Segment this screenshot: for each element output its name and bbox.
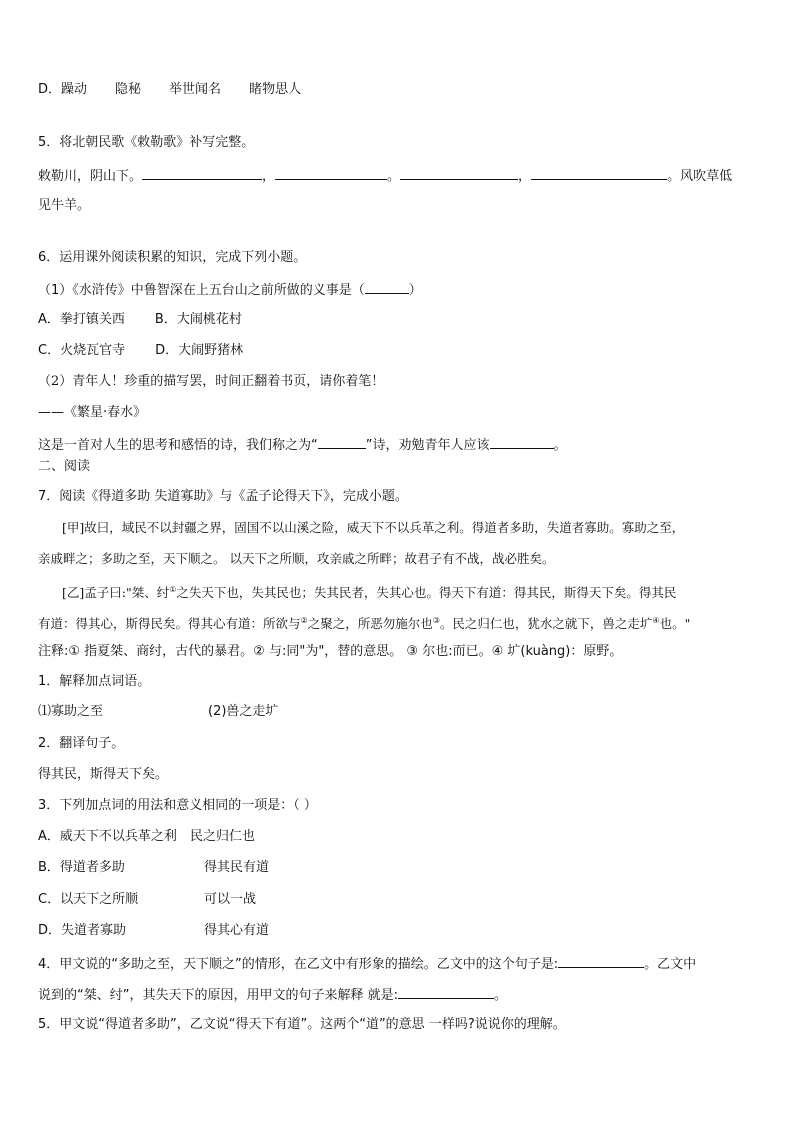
q4-text-end: 。乙文中 [644, 957, 697, 972]
answer-blank-1[interactable] [142, 166, 262, 180]
item-a: ⑴寡助之至 [38, 704, 104, 719]
option-b-right: 得其民有道 [204, 860, 270, 875]
yi-text: 之失天下也，失其民也；失其民者，失其心也。得天下有道：得其民，斯得天下矣。得其民 [176, 585, 677, 601]
answer-blank-4[interactable] [531, 166, 667, 180]
sub-question-3-option-a[interactable] [38, 828, 764, 846]
q4-text: 4．甲文说的“多助之至，天下顺之”的情形，在乙文中有形象的描绘。乙文中的这个句子是: [38, 957, 559, 972]
passage-jia-1: [甲]故曰，域民不以封疆之界，固国不以山溪之险，威天下不以兵革之利。得道者多助，失道者寡助。寡助之至， [62, 520, 685, 535]
footnote-mark: ② [300, 616, 308, 625]
option-a-left: A．威天下不以兵革之利 [38, 829, 177, 844]
q6-sub2-poem: （2）青年人！珍重的描写罢，时间正翻着书页，请你着笔！ [38, 374, 385, 389]
option-c[interactable]: C．火烧瓦官寺 [38, 343, 126, 358]
word-1: 躁动 [61, 82, 88, 97]
passage-yi-2 [38, 612, 764, 633]
option-c-right: 可以一战 [204, 892, 257, 907]
q5-text-end: 。风吹草低 [667, 169, 733, 184]
q6-options-ab [38, 311, 764, 329]
sub-question-4-line2 [38, 985, 764, 1005]
q7-title: 7．阅读《得道多助 失道寡助》与《孟子论得天下》，完成小题。 [38, 489, 408, 504]
word-3: 举世闻名 [169, 82, 222, 97]
sub-question-3-option-c[interactable] [38, 891, 764, 909]
option-d[interactable]: D．大闹野猪林 [155, 343, 244, 358]
q6-sub2-question [38, 435, 764, 455]
passage-yi-1 [62, 581, 764, 602]
option-label: D． [38, 82, 62, 97]
q6-sub1 [38, 280, 764, 300]
q5-line2: 见牛羊。 [38, 198, 91, 213]
q5-sep: 。 [387, 169, 401, 184]
footnote-mark: ④ [652, 616, 660, 625]
footnote-mark: ① [169, 585, 177, 594]
option-d-left: D．失道者寡助 [38, 923, 127, 938]
q5-line1 [38, 166, 764, 186]
option-a[interactable]: A．拳打镇关西 [38, 312, 125, 327]
sub-question-3-option-b[interactable] [38, 859, 764, 877]
yi-text: [乙]孟子曰:"桀、纣 [62, 585, 170, 601]
sub-question-1-items [38, 703, 764, 721]
q6-q-end: 。 [553, 438, 567, 453]
sub-question-1: 1．解释加点词语。 [38, 674, 151, 689]
q4-option-d [38, 81, 764, 99]
q5-title: 5．将北朝民歌《敕勒歌》补写完整。 [38, 135, 255, 150]
sub-question-3-option-d[interactable] [38, 922, 764, 940]
answer-blank-7[interactable] [490, 435, 554, 449]
answer-blank-5[interactable] [365, 280, 409, 294]
answer-blank-9[interactable] [398, 985, 494, 999]
option-b[interactable]: B．大闹桃花村 [154, 312, 242, 327]
word-2: 隐秘 [115, 82, 142, 97]
q6-sub1-end: ） [408, 283, 422, 298]
answer-blank-2[interactable] [275, 166, 387, 180]
section-heading: 二、阅读 [38, 459, 91, 474]
q5-sep: ， [262, 169, 276, 184]
passage-jia-2: 亲戚畔之；多助之至，天下顺之。 以天下之所顺，攻亲戚之所畔；故君子有不战，战必胜矣。 [38, 551, 555, 566]
q6-sub1-text: （1）《水浒传》中鲁智深在上五台山之前所做的义事是（ [38, 283, 365, 298]
q6-options-cd [38, 342, 764, 360]
answer-blank-6[interactable] [318, 435, 366, 449]
yi-text: 。民之归仁也，犹水之就下，兽之走圹 [439, 616, 653, 632]
notes: 注释:① 指夏桀、商纣，古代的暴君。② 与:同"为"，替的意思。 ③ 尔也:而已。④ 圹(kuàng)：原野。 [38, 644, 623, 659]
word-4: 睹物思人 [249, 82, 302, 97]
sub-question-3: 3．下列加点词的用法和意义相同的一项是：（ ） [38, 798, 317, 813]
sub-question-5: 5．甲文说“得道者多助”，乙文说“得天下有道”。这两个“道”的意思 一样吗?说说你的理解。 [38, 1017, 566, 1032]
answer-blank-8[interactable] [558, 954, 644, 968]
sub-question-2-text: 得其民，斯得天下矣。 [38, 767, 169, 782]
yi-text: 有道：得其心，斯得民矣。得其心有道：所欲与 [38, 616, 301, 632]
q4-text-end: 。 [493, 988, 507, 1003]
q5-text: 敕勒川，阴山下。 [38, 169, 143, 184]
yi-text: 之聚之，所恶勿施尔也 [307, 616, 433, 632]
footnote-mark: ③ [432, 616, 440, 625]
q5-sep: ， [518, 169, 532, 184]
q6-q-text: 这是一首对人生的思考和感悟的诗，我们称之为“ [38, 438, 318, 453]
q4-text: 说到的“桀、纣”，其失天下的原因，用甲文的句子来解释 就是: [38, 988, 398, 1003]
sub-question-2: 2．翻译句子。 [38, 736, 125, 751]
option-d-right: 得其心有道 [204, 923, 270, 938]
option-c-left: C．以天下之所顺 [38, 892, 139, 907]
yi-text: 也。" [659, 616, 691, 632]
q6-q-mid: ”诗，劝勉青年人应该 [365, 438, 490, 453]
option-a-right: 民之归仁也 [190, 829, 256, 844]
option-b-left: B．得道者多助 [38, 860, 125, 875]
sub-question-4-line1 [38, 954, 764, 974]
q6-source: ——《繁星·春水》 [38, 405, 147, 420]
item-b: (2)兽之走圹 [208, 704, 279, 719]
q6-title: 6．运用课外阅读积累的知识，完成下列小题。 [38, 250, 307, 265]
answer-blank-3[interactable] [400, 166, 518, 180]
